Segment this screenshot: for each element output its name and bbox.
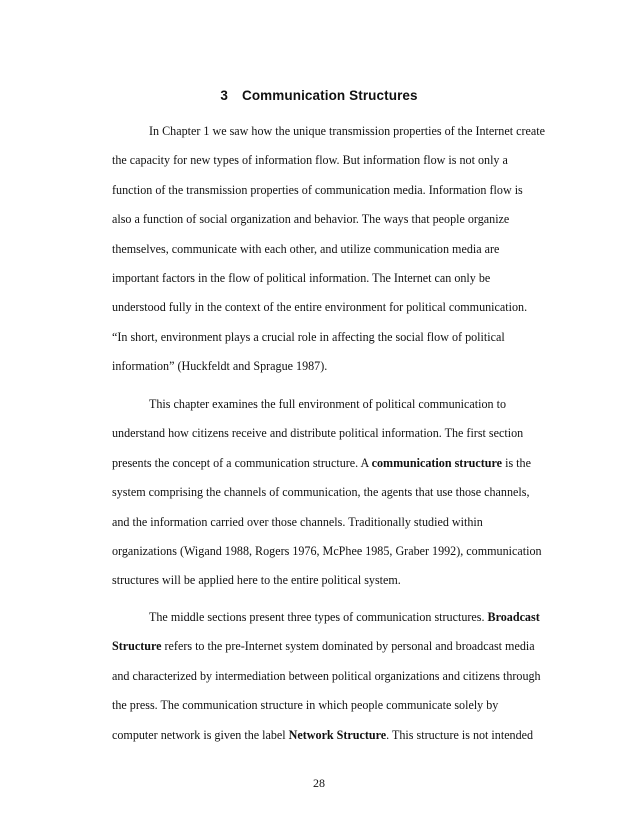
text-segment: . This structure is not intended: [386, 727, 534, 742]
text-segment: themselves, communicate with each other, and utilize communication media are: [112, 241, 500, 256]
text-line: [112, 211, 542, 240]
text-segment: function of the transmission properties of communication media. Information flow is: [112, 182, 523, 197]
text-line: [112, 123, 545, 152]
text-segment: understand how citizens receive and distribute political information. The first section: [112, 426, 524, 441]
text-segment: and characterized by intermediation between political organizations and citizens through: [112, 668, 541, 683]
text-line: [112, 270, 542, 299]
text-line: [112, 697, 542, 726]
paragraph: [112, 396, 542, 602]
text-segment: understood fully in the context of the entire environment for political communication.: [112, 300, 528, 315]
text-line: [112, 668, 542, 697]
text-line: [112, 609, 542, 638]
text-segment: In Chapter 1 we saw how the unique transmission properties of the Internet create: [149, 124, 545, 138]
page-number: 28: [313, 776, 325, 790]
text-line: [112, 299, 542, 328]
text-segment: refers to the pre-Internet system dominated by personal and broadcast media: [161, 639, 535, 654]
text-line: [112, 727, 542, 756]
text-segment: the press. The communication structure in which people communicate solely by: [112, 698, 499, 713]
text-segment: also a function of social organization and behavior. The ways that people organize: [112, 212, 510, 227]
text-line: [112, 425, 542, 454]
paragraph: [112, 609, 542, 756]
text-segment: system comprising the channels of communication, the agents that use those channels,: [112, 485, 530, 500]
bold-term: Network Structure: [288, 727, 387, 742]
bold-term: Structure: [112, 639, 162, 654]
text-segment: “In short, environment plays a crucial role in affecting the social flow of political: [112, 329, 505, 344]
text-line: [112, 241, 542, 270]
text-segment: The middle sections present three types of communication structures.: [149, 610, 488, 624]
text-line: [112, 638, 542, 667]
text-segment: the capacity for new types of information flow. But information flow is not only a: [112, 153, 508, 168]
bold-term: communication structure: [371, 455, 503, 470]
bold-term: Broadcast: [487, 610, 540, 624]
text-line: [112, 572, 542, 601]
text-line: [112, 543, 542, 572]
text-line: [112, 182, 542, 211]
text-segment: This chapter examines the full environment of political communication to: [149, 397, 507, 411]
text-segment: information” (Huckfeldt and Sprague 1987).: [112, 359, 328, 374]
text-segment: is the: [502, 455, 531, 470]
text-line: [112, 152, 542, 181]
text-segment: important factors in the flow of political information. The Internet can only be: [112, 270, 491, 285]
text-line: [112, 396, 542, 425]
text-line: [112, 358, 542, 387]
text-line: [112, 484, 542, 513]
text-line: [112, 329, 542, 358]
text-segment: structures will be applied here to the entire political system.: [112, 573, 401, 588]
text-line: [112, 455, 542, 484]
paragraph: [112, 123, 545, 388]
chapter-title: Communication Structures: [241, 88, 418, 103]
text-segment: presents the concept of a communication structure. A: [112, 455, 372, 470]
text-segment: and the information carried over those channels. Traditionally studied within: [112, 514, 483, 529]
text-segment: computer network is given the label: [112, 727, 289, 742]
chapter-heading: [0, 88, 638, 103]
chapter-number: 3: [220, 88, 228, 103]
text-segment: organizations (Wigand 1988, Rogers 1976, McPhee 1985, Graber 1992), communication: [112, 543, 542, 558]
text-line: [112, 514, 542, 543]
